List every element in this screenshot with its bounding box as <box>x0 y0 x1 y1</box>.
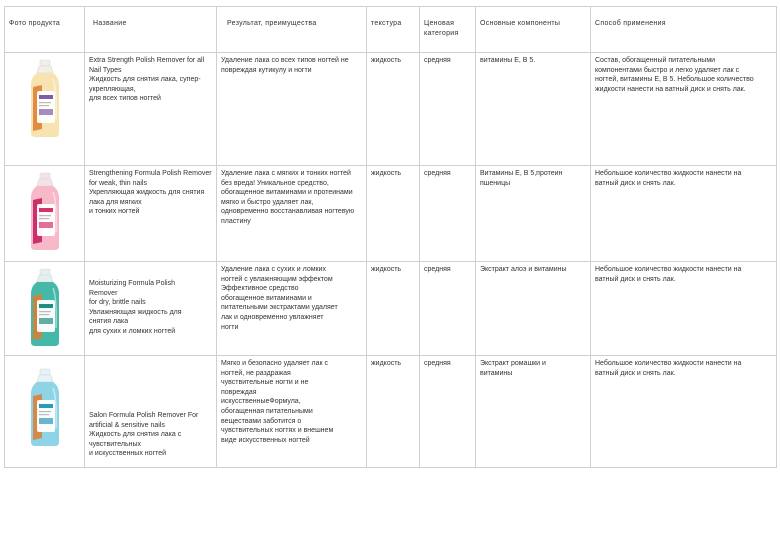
product-result <box>217 166 367 262</box>
product-texture <box>367 166 420 262</box>
product-texture <box>367 53 420 166</box>
product-components-text: Экстракт алоэ и витамины <box>480 266 567 273</box>
product-usage <box>591 166 777 262</box>
product-usage-text: Небольшое количество жидкости нанести на ватный диск и снять лак. <box>595 360 742 377</box>
product-name <box>85 53 217 166</box>
table-row <box>5 166 777 262</box>
bottle-illustration <box>28 59 62 139</box>
products-table <box>4 6 777 468</box>
product-usage <box>591 356 777 468</box>
product-result-text: Мягко и безопасно удаляет лак с ногтей, не раздражая чувствительные ногти и не повреждая искусственныеФормула, обогащенная питательными веществами заботится о чувствительных ногтях и внешнем виде искусственных ногтей <box>221 360 334 444</box>
product-components-text: Экстракт ромашки и витамины <box>480 360 546 377</box>
header-price: Ценовая категория <box>420 7 476 53</box>
product-result <box>217 53 367 166</box>
bottle-illustration <box>28 172 62 252</box>
product-price-text: средняя <box>424 360 451 367</box>
product-name-text: Strengthening Formula Polish Remover for weak, thin nails Укрепляющая жидкость для снятия лака для мягких и тонких ногтей <box>89 170 212 216</box>
product-price <box>420 166 476 262</box>
product-texture <box>367 262 420 356</box>
product-price <box>420 356 476 468</box>
table-row <box>5 53 777 166</box>
product-usage <box>591 53 777 166</box>
product-components <box>476 356 591 468</box>
product-result <box>217 356 367 468</box>
product-result-text: Удаление лака со всех типов ногтей не повреждая кутикулу и ногти <box>221 57 349 74</box>
product-components-text: Витамины E, B 5,протеин пшеницы <box>480 170 563 187</box>
product-price-text: средняя <box>424 266 451 273</box>
product-usage <box>591 262 777 356</box>
product-price <box>420 53 476 166</box>
product-name <box>85 166 217 262</box>
bottle-illustration <box>28 368 62 448</box>
product-components <box>476 53 591 166</box>
header-result: Результат, преимущества <box>217 7 367 53</box>
product-texture-text: жидкость <box>371 57 402 64</box>
product-usage-text: Состав, обогащенный питательными компонентами быстро и легко удаляет лак с ногтей, витамины E, B 5. Небольшое количество жидкости нанести на ватный диск и снять лак. <box>595 57 754 93</box>
product-usage-text: Небольшое количество жидкости нанести на ватный диск и снять лак. <box>595 266 742 283</box>
product-photo <box>5 262 85 356</box>
product-components-text: витамины E, B 5. <box>480 57 536 64</box>
bottle-illustration <box>28 268 62 348</box>
header-name: Название <box>85 7 217 53</box>
product-result <box>217 262 367 356</box>
product-name-text: Salon Formula Polish Remover For artificial & sensitive nails Жидкость для снятия лака с чувствительных и искусственных ногтей <box>89 412 199 458</box>
table-row <box>5 356 777 468</box>
header-photo: Фото продукта <box>5 7 85 53</box>
product-price <box>420 262 476 356</box>
product-name <box>85 356 217 468</box>
product-name-text: Extra Strength Polish Remover for all Nail Types Жидкость для снятия лака, супер- укрепляющая, для всех типов ногтей <box>89 57 205 103</box>
product-photo <box>5 166 85 262</box>
product-price-text: средняя <box>424 170 451 177</box>
header-usage: Способ применения <box>591 7 777 53</box>
product-texture-text: жидкость <box>371 360 402 367</box>
table-row <box>5 262 777 356</box>
product-photo <box>5 53 85 166</box>
product-texture <box>367 356 420 468</box>
product-usage-text: Небольшое количество жидкости нанести на ватный диск и снять лак. <box>595 170 742 187</box>
product-photo <box>5 356 85 468</box>
header-texture: текстура <box>367 7 420 53</box>
header-row <box>5 7 777 53</box>
product-result-text: Удаление лака с сухих и ломких ногтей с увлажняющим эффектом Эффективное средство обогащенное витаминами и питательными экстрактами удаляет лак и одновременно увлажняет ногти <box>221 266 338 331</box>
product-price-text: средняя <box>424 57 451 64</box>
product-components <box>476 166 591 262</box>
product-name <box>85 262 217 356</box>
product-components <box>476 262 591 356</box>
header-components: Основные компоненты <box>476 7 591 53</box>
product-texture-text: жидкость <box>371 266 402 273</box>
product-texture-text: жидкость <box>371 170 402 177</box>
product-name-text: Moisturizing Formula Polish Remover for dry, brittle nails Увлажняющая жидкость для снятия лака для сухих и ломких ногтей <box>89 280 182 335</box>
product-result-text: Удаление лака с мягких и тонких ногтей без вреда! Уникальное средство, обогащенное витаминами и протеинами мягко и быстро удаляет лак, одновременно восстанавливая ногтевую пластину <box>221 170 355 225</box>
